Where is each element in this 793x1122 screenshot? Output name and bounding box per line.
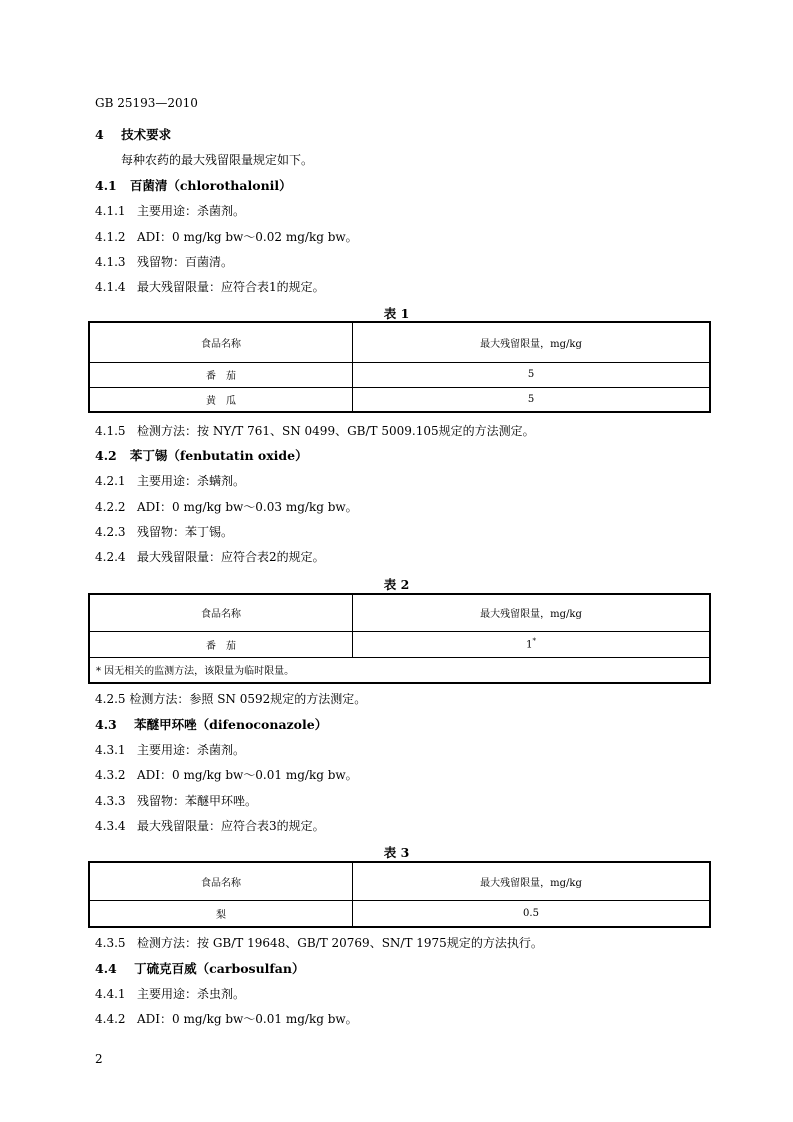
clause-4-3-3 [95, 793, 257, 809]
table-header-row [89, 322, 710, 362]
column-header-food: 食品名称 [89, 322, 353, 362]
clause-text: ADI：0 mg/kg bw～0.03 mg/kg bw。 [137, 500, 358, 514]
clause-text: 残留物：苯丁锡。 [137, 525, 234, 539]
column-header-food: 食品名称 [89, 594, 353, 631]
clause-number: 4.2.5 [95, 692, 126, 706]
clause-4-3-4 [95, 818, 325, 834]
clause-number: 4.3.1 [95, 743, 126, 757]
food-cell: 番 茄 [89, 362, 353, 387]
section-4-3-heading [95, 717, 327, 733]
clause-text: 残留物：百菌清。 [137, 255, 234, 269]
section-number: 4 [95, 127, 104, 142]
mrl-cell [353, 631, 711, 657]
food-cell: 梨 [89, 900, 353, 927]
clause-text: 主要用途：杀虫剂。 [137, 987, 246, 1001]
clause-number: 4.1.2 [95, 230, 126, 244]
table-1-caption: 表 1 [383, 306, 410, 321]
clause-text: 最大残留限量：应符合表2的规定。 [137, 550, 325, 564]
section-number: 4.3 [95, 717, 117, 732]
section-title: 丁硫克百威（carbosulfan） [134, 961, 305, 976]
mrl-cell: 0.5 [353, 900, 711, 927]
clause-text: ADI：0 mg/kg bw～0.02 mg/kg bw。 [137, 230, 358, 244]
column-header-mrl: 最大残留限量，mg/kg [353, 594, 711, 631]
clause-number: 4.3.5 [95, 936, 126, 950]
clause-number: 4.4.2 [95, 1012, 126, 1026]
table-footnote-row [89, 657, 710, 683]
section-4-4-heading [95, 961, 305, 977]
column-header-mrl: 最大残留限量，mg/kg [353, 862, 711, 900]
clause-text: 主要用途：杀菌剂。 [137, 743, 246, 757]
clause-4-1-4 [95, 279, 325, 295]
clause-4-4-1 [95, 986, 245, 1002]
section-title: 苯丁锡（fenbutatin oxide） [129, 448, 308, 463]
table-3 [88, 861, 711, 928]
section-4-intro: 每种农药的最大残留限量规定如下。 [121, 153, 314, 167]
clause-text: ADI：0 mg/kg bw～0.01 mg/kg bw。 [137, 768, 358, 782]
table-footnote: * 因无相关的监测方法，该限量为临时限量。 [89, 657, 710, 683]
clause-number: 4.1.1 [95, 204, 126, 218]
table-1 [88, 321, 711, 413]
clause-4-1-5 [95, 423, 535, 439]
footnote-marker: * [532, 637, 536, 646]
section-title: 百菌清（chlorothalonil） [129, 178, 292, 193]
page-number: 2 [95, 1052, 103, 1066]
clause-text: 主要用途：杀螨剂。 [137, 474, 246, 488]
clause-number: 4.3.3 [95, 794, 126, 808]
clause-4-3-5 [95, 935, 543, 951]
food-cell: 黄 瓜 [89, 387, 353, 412]
table-2 [88, 593, 711, 684]
clause-number: 4.1.4 [95, 280, 126, 294]
table-header-row [89, 594, 710, 631]
section-title: 技术要求 [121, 127, 172, 142]
clause-4-1-1 [95, 203, 245, 219]
mrl-cell: 5 [353, 387, 711, 412]
clause-text: 检测方法：按 NY/T 761、SN 0499、GB/T 5009.105规定的方法测定。 [137, 424, 535, 438]
table-header-row [89, 862, 710, 900]
table-2-caption: 表 2 [383, 577, 410, 592]
mrl-value: 1 [526, 639, 533, 651]
section-4-2-heading [95, 448, 308, 464]
clause-number: 4.4.1 [95, 987, 126, 1001]
clause-text: 最大残留限量：应符合表3的规定。 [137, 819, 325, 833]
clause-4-2-2 [95, 499, 358, 515]
column-header-food: 食品名称 [89, 862, 353, 900]
table-row [89, 362, 710, 387]
section-4-heading [95, 127, 171, 143]
table-row [89, 900, 710, 927]
clause-number: 4.3.4 [95, 819, 126, 833]
table-row [89, 631, 710, 657]
clause-4-3-2 [95, 767, 358, 783]
clause-4-4-2 [95, 1011, 358, 1027]
clause-4-2-1 [95, 473, 245, 489]
clause-text: 残留物：苯醚甲环唑。 [137, 794, 258, 808]
clause-text: 最大残留限量：应符合表1的规定。 [137, 280, 325, 294]
clause-text: 检测方法：参照 SN 0592规定的方法测定。 [129, 692, 367, 706]
table-3-caption: 表 3 [383, 845, 410, 860]
clause-text: ADI：0 mg/kg bw～0.01 mg/kg bw。 [137, 1012, 358, 1026]
clause-number: 4.3.2 [95, 768, 126, 782]
mrl-cell: 5 [353, 362, 711, 387]
section-title: 苯醚甲环唑（difenoconazole） [134, 717, 328, 732]
standard-code: GB 25193—2010 [95, 96, 198, 110]
table-row [89, 387, 710, 412]
clause-text: 检测方法：按 GB/T 19648、GB/T 20769、SN/T 1975规定的方法执行。 [137, 936, 543, 950]
clause-4-3-1 [95, 742, 245, 758]
clause-number: 4.1.3 [95, 255, 126, 269]
clause-4-1-3 [95, 254, 233, 270]
clause-4-2-3 [95, 524, 233, 540]
clause-4-1-2 [95, 229, 358, 245]
section-number: 4.1 [95, 178, 117, 193]
clause-text: 主要用途：杀菌剂。 [137, 204, 246, 218]
food-cell: 番 茄 [89, 631, 353, 657]
clause-number: 4.2.1 [95, 474, 126, 488]
column-header-mrl: 最大残留限量，mg/kg [353, 322, 711, 362]
section-number: 4.4 [95, 961, 117, 976]
clause-number: 4.1.5 [95, 424, 126, 438]
clause-4-2-5 [95, 691, 366, 707]
section-number: 4.2 [95, 448, 117, 463]
clause-number: 4.2.2 [95, 500, 126, 514]
clause-number: 4.2.4 [95, 550, 126, 564]
clause-number: 4.2.3 [95, 525, 126, 539]
section-4-1-heading [95, 178, 292, 194]
clause-4-2-4 [95, 549, 325, 565]
